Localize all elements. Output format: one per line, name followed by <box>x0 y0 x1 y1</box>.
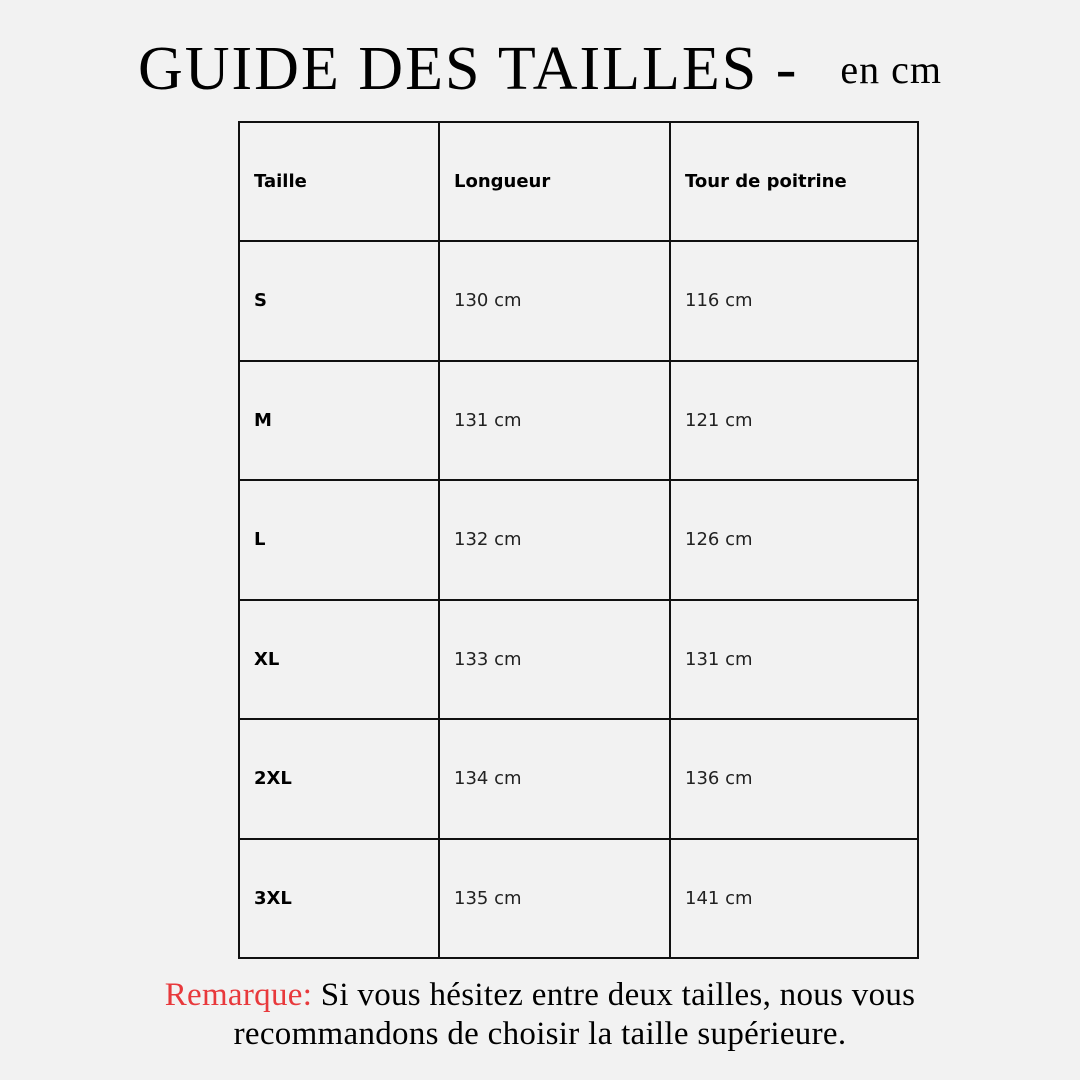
table-row <box>239 600 918 720</box>
length-cell: 133 cm <box>439 600 670 720</box>
size-cell: XL <box>239 600 439 720</box>
header-length: Longueur <box>439 122 670 241</box>
remark-label: Remarque: <box>164 977 313 1013</box>
remark-text-line1: Si vous hésitez entre deux tailles, nous vous <box>320 977 916 1013</box>
chest-cell: 116 cm <box>670 241 918 361</box>
header-size: Taille <box>239 122 439 241</box>
table-row <box>239 719 918 839</box>
chest-cell: 121 cm <box>670 361 918 481</box>
table-row <box>239 480 918 600</box>
table-row <box>239 361 918 481</box>
table-header-row <box>239 122 918 241</box>
header-chest: Tour de poitrine <box>670 122 918 241</box>
length-cell: 135 cm <box>439 839 670 959</box>
size-cell: S <box>239 241 439 361</box>
length-cell: 130 cm <box>439 241 670 361</box>
chest-cell: 136 cm <box>670 719 918 839</box>
size-cell: 3XL <box>239 839 439 959</box>
title-main: GUIDE DES TAILLES - <box>137 35 799 103</box>
remark-text-line2: recommandons de choisir la taille supérieure. <box>233 1016 847 1052</box>
table-row <box>239 241 918 361</box>
table-row <box>239 839 918 959</box>
chest-cell: 141 cm <box>670 839 918 959</box>
size-cell: L <box>239 480 439 600</box>
chest-cell: 131 cm <box>670 600 918 720</box>
size-table <box>238 121 919 959</box>
length-cell: 131 cm <box>439 361 670 481</box>
size-cell: 2XL <box>239 719 439 839</box>
remark-note <box>40 976 1040 1054</box>
size-cell: M <box>239 361 439 481</box>
page-title <box>0 35 1080 103</box>
length-cell: 132 cm <box>439 480 670 600</box>
chest-cell: 126 cm <box>670 480 918 600</box>
length-cell: 134 cm <box>439 719 670 839</box>
title-unit: en cm <box>840 47 943 92</box>
